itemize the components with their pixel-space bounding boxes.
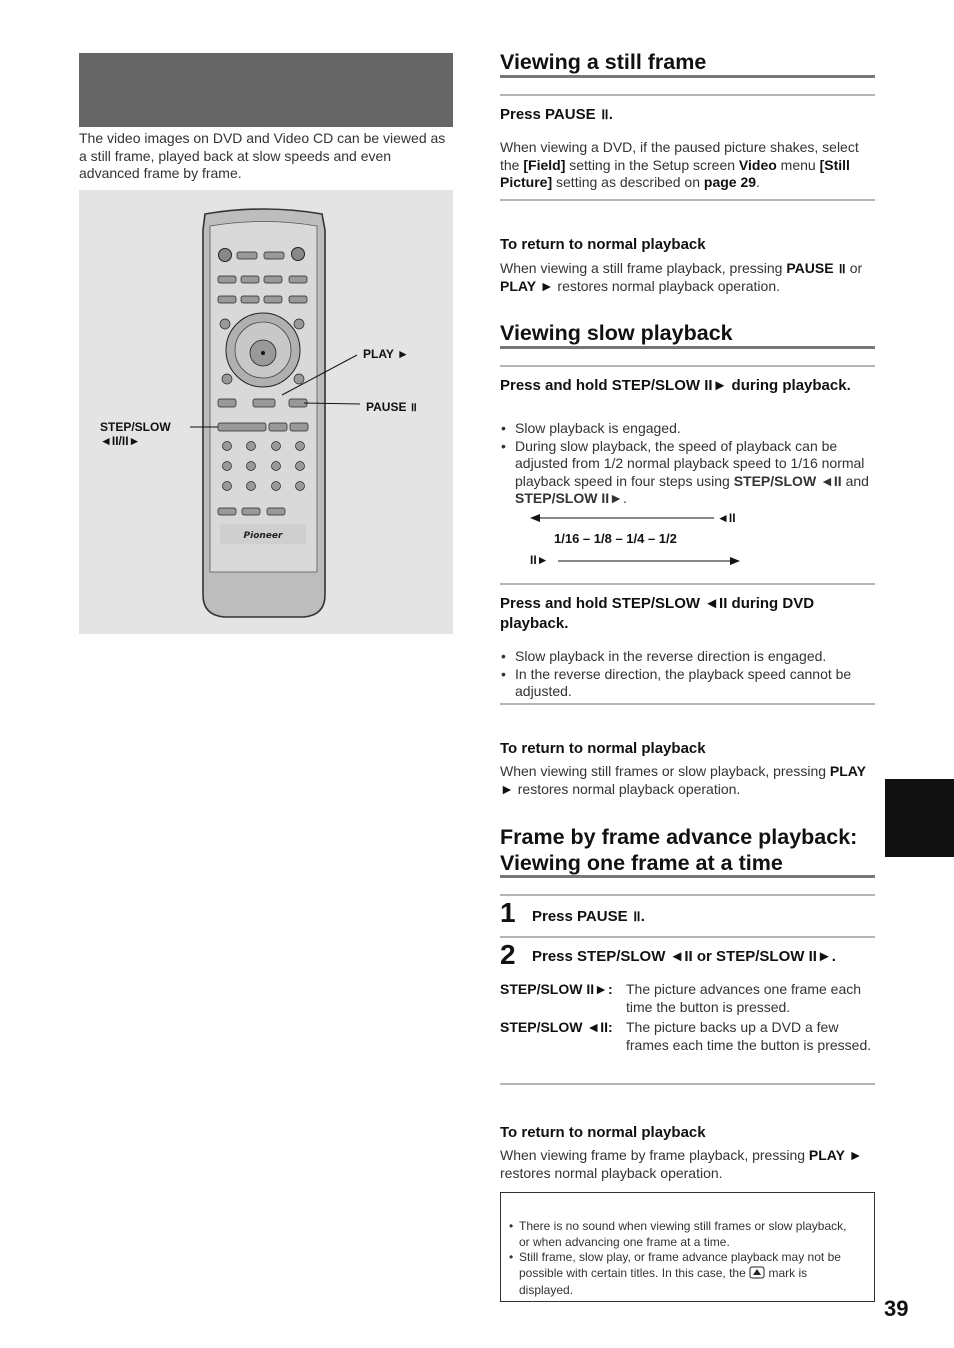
remote-brand-logo: Pioneer xyxy=(243,531,283,541)
pause-callout: PAUSE ॥ xyxy=(366,400,417,414)
section-rule xyxy=(500,75,875,78)
forward-arrow-label: II► xyxy=(530,553,549,567)
def-reverse-desc: The picture backs up a DVD a few frames each time the button is pressed. xyxy=(626,1019,872,1053)
slow-forward-heading: Press and hold STEP/SLOW II► during playback. xyxy=(500,377,851,394)
page-number: 39 xyxy=(884,1296,909,1321)
notes-list xyxy=(509,1219,859,1299)
header-banner xyxy=(79,53,453,127)
step-slow-callout-line1: STEP/SLOW xyxy=(100,420,171,434)
section-rule xyxy=(500,936,875,938)
section-rule xyxy=(500,365,875,367)
still-return-heading: To return to normal playback xyxy=(500,236,706,253)
list-item: • In the reverse direction, the playback speed cannot be adjusted. xyxy=(500,666,874,701)
def-reverse-term: STEP/SLOW ◄II: xyxy=(500,1019,613,1035)
section-rule xyxy=(500,346,875,349)
step-slow-callout-line2: ◄II/II► xyxy=(100,434,141,448)
slow-playback-title: Viewing slow playback xyxy=(500,321,733,345)
section-rule xyxy=(500,703,875,705)
still-body: When viewing a DVD, if the paused picture shakes, select the [Field] setting in the Setup screen Video menu [Still Picture] setting as described on page 29. xyxy=(500,139,859,190)
list-item: • Slow playback is engaged. xyxy=(500,420,872,438)
note-item: • Still frame, slow play, or frame advance playback may not be possible with certain titles. In this case, the mark is displayed. xyxy=(509,1250,859,1299)
slow-reverse-bullets xyxy=(500,648,874,701)
remote-illustration-panel xyxy=(79,190,453,634)
def-forward-desc: The picture advances one frame each time the button is pressed. xyxy=(626,981,862,1015)
frame-return-body: When viewing frame by frame playback, pressing PLAY ► restores normal playback operation. xyxy=(500,1147,863,1181)
notes-box xyxy=(500,1192,875,1302)
frame-title-line1: Frame by frame advance playback: xyxy=(500,825,858,849)
section-rule xyxy=(500,94,875,96)
slow-forward-bullets xyxy=(500,420,872,508)
frame-return-heading: To return to normal playback xyxy=(500,1124,706,1141)
intro-text: The video images on DVD and Video CD can be viewed as a still frame, played back at slow speeds and even advanced frame by frame. xyxy=(79,130,446,181)
step-2-number: 2 xyxy=(500,939,516,970)
note-item: • There is no sound when viewing still frames or slow playback, or when advancing one frame at a time. xyxy=(509,1219,859,1250)
still-frame-title: Viewing a still frame xyxy=(500,50,707,74)
step-slow-callout xyxy=(100,420,171,448)
section-rule xyxy=(500,583,875,585)
list-item: • During slow playback, the speed of playback can be adjusted from 1/2 normal playback speed to 1/16 normal playback speed in four steps using STEP/SLOW ◄II and STEP/SLOW II►. xyxy=(500,438,872,508)
speed-steps: 1/16 – 1/8 – 1/4 – 1/2 xyxy=(554,531,677,546)
section-rule xyxy=(500,875,875,878)
step-2-text: Press STEP/SLOW ◄II or STEP/SLOW II►. xyxy=(532,948,836,965)
still-press-pause: Press PAUSE ॥. xyxy=(500,106,613,123)
step-1-text: Press PAUSE ॥. xyxy=(532,908,645,925)
section-rule xyxy=(500,1083,875,1085)
step-1-number: 1 xyxy=(500,897,516,928)
frame-title-line2: Viewing one frame at a time xyxy=(500,851,783,875)
prohibited-mark-icon xyxy=(749,1266,765,1284)
list-item: • Slow playback in the reverse direction is engaged. xyxy=(500,648,874,666)
slow-return-body: When viewing still frames or slow playback, pressing PLAY ► restores normal playback operation. xyxy=(500,763,866,797)
slow-reverse-heading: Press and hold STEP/SLOW ◄II during DVD playback. xyxy=(500,595,815,632)
section-rule xyxy=(500,894,875,896)
chapter-tab xyxy=(885,779,954,857)
reverse-arrow-label: ◄II xyxy=(717,511,736,525)
section-rule xyxy=(500,199,875,201)
def-forward-term: STEP/SLOW II►: xyxy=(500,981,613,997)
slow-return-heading: To return to normal playback xyxy=(500,740,706,757)
still-return-body: When viewing a still frame playback, pressing PAUSE ॥ or PLAY ► restores normal playback operation. xyxy=(500,260,863,294)
play-callout: PLAY ► xyxy=(363,347,409,361)
frame-advance-title xyxy=(500,824,857,876)
